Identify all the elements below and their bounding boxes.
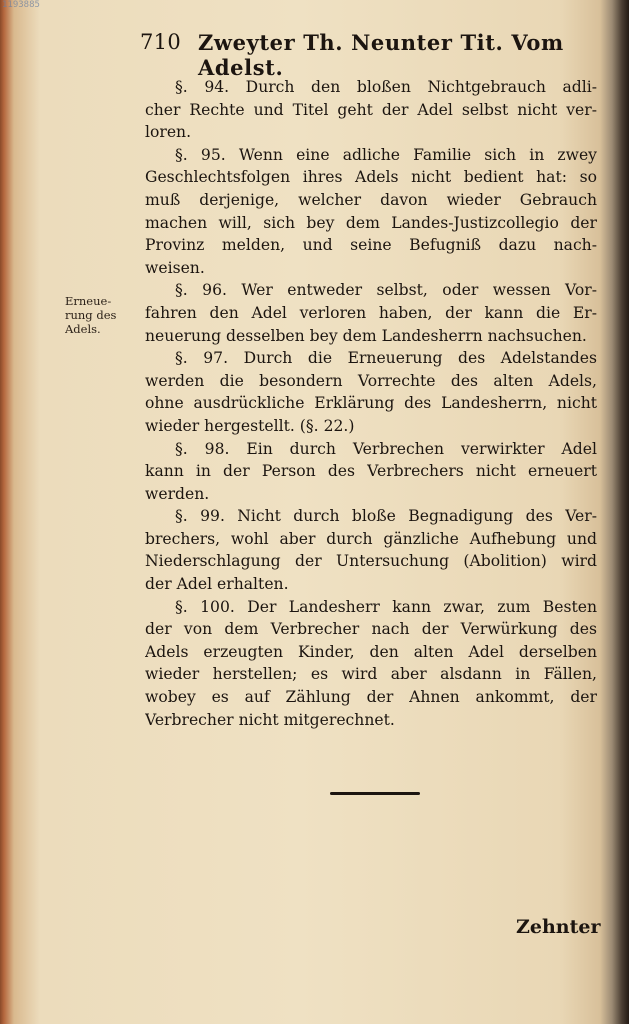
paragraph-98 <box>145 438 597 506</box>
text-line: ohne ausdrückliche Erklärung des Landesherrn, nicht <box>145 394 597 413</box>
paragraph-100 <box>145 596 597 732</box>
page-number: 710 <box>140 30 181 54</box>
margin-note-line: rung des <box>65 308 117 322</box>
margin-note-line: Erneue- <box>65 294 112 308</box>
text-line: §. 94. Durch den bloßen Nichtgebrauch adli- <box>175 78 597 96</box>
text-line: wobey es auf Zählung der Ahnen ankommt, der <box>145 688 597 707</box>
text-line: wieder herstellen; es wird aber alsdann in Fällen, <box>145 665 597 684</box>
text-line: Adels erzeugten Kinder, den alten Adel derselben <box>145 642 597 661</box>
section-divider <box>330 792 420 795</box>
text-line: kann in der Person des Verbrechers nicht erneuert <box>145 462 597 481</box>
text-line: der von dem Verbrecher nach der Verwürkung des <box>145 620 597 639</box>
text-line: §. 99. Nicht durch bloße Begnadigung des Ver- <box>175 507 597 526</box>
margin-note-line: Adels. <box>65 322 101 336</box>
text-line: Provinz melden, und seine Befugniß dazu nach- <box>145 236 597 255</box>
text-line: der Adel erhalten. <box>145 575 289 594</box>
text-line: werden die besondern Vorrechte des alten Adels, <box>145 371 597 390</box>
text-line: cher Rechte und Titel geht der Adel selbst nicht ver- <box>145 100 597 119</box>
paragraph-96 <box>145 279 597 347</box>
text-line: Geschlechtsfolgen ihres Adels nicht bedient hat: so <box>145 168 597 187</box>
text-line: werden. <box>145 484 210 503</box>
text-line: loren. <box>145 123 192 142</box>
text-line: §. 96. Wer entweder selbst, oder wessen Vor- <box>175 281 597 300</box>
text-line: machen will, sich bey dem Landes-Justizcollegio der <box>145 213 597 232</box>
text-line: §. 100. Der Landesherr kann zwar, zum Besten <box>175 597 597 616</box>
text-line: muß derjenige, welcher davon wieder Gebrauch <box>145 190 597 209</box>
text-line: neuerung desselben bey dem Landesherrn nachsuchen. <box>145 326 587 345</box>
text-line: §. 98. Ein durch Verbrechen verwirkter Adel <box>175 439 597 458</box>
text-line: §. 95. Wenn eine adliche Familie sich in zwey <box>175 145 597 164</box>
paragraph-97 <box>145 347 597 437</box>
text-line: weisen. <box>145 258 205 277</box>
paragraph-99 <box>145 505 597 595</box>
catchword: Zehnter <box>516 916 601 938</box>
text-line: Verbrecher nicht mitgerechnet. <box>145 710 395 729</box>
paragraph-95 <box>145 144 597 280</box>
running-title: Zweyter Th. Neunter Tit. Vom Adelst. <box>198 30 564 80</box>
text-line: wieder hergestellt. (§. 22.) <box>145 416 355 435</box>
main-text <box>145 76 597 731</box>
text-line: §. 97. Durch die Erneuerung des Adelstandes <box>175 349 597 368</box>
text-line: brechers, wohl aber durch gänzliche Aufhebung und <box>145 529 597 548</box>
paragraph-94 <box>145 76 597 144</box>
library-stamp: 1193885 <box>2 0 40 10</box>
text-line: Niederschlagung der Untersuchung (Abolition) wird <box>145 552 597 571</box>
text-line: fahren den Adel verloren haben, der kann die Er- <box>145 303 597 322</box>
margin-note <box>65 294 127 336</box>
